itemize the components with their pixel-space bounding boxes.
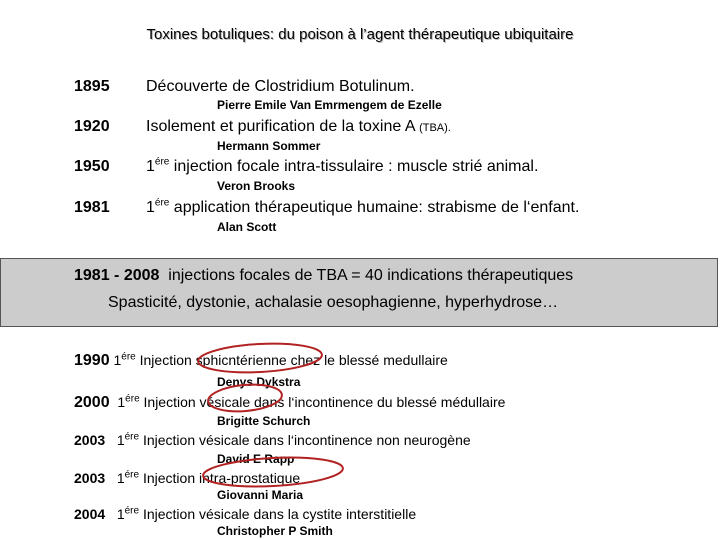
timeline-text: Injection vésicale dans l‘incontinence non neurogène — [142, 432, 471, 448]
timeline-person: Denys Dykstra — [217, 375, 301, 389]
ordinal-number: 1 — [146, 158, 155, 175]
timeline-person: Giovanni Maria — [217, 488, 304, 502]
timeline-entry — [74, 352, 448, 370]
timeline-entry — [74, 394, 505, 412]
timeline-year: 2000 — [74, 394, 110, 411]
timeline-year: 1920 — [74, 118, 110, 135]
timeline-entry — [146, 118, 451, 136]
highlight-line-2: Spasticité, dystonie, achalasie oesophagienne, hyperhydrose… — [108, 294, 559, 311]
timeline-year: 2003 — [74, 470, 106, 486]
timeline-person: David E Rapp — [217, 452, 295, 466]
ordinal-superscript: ére — [121, 351, 136, 363]
timeline-entry — [146, 158, 538, 176]
timeline-year: 2004 — [74, 506, 106, 522]
timeline-entry — [74, 506, 416, 522]
ordinal-superscript: ére — [154, 156, 170, 168]
timeline-text: Découverte de Clostridium Botulinum. — [146, 78, 415, 95]
timeline-person: Alan Scott — [217, 220, 277, 234]
ordinal-number: 1 — [116, 506, 125, 522]
slide-title: Toxines botuliques: du poison à l’agent thérapeutique ubiquitaire — [146, 26, 574, 43]
timeline-entry — [74, 432, 471, 448]
ordinal-number: 1 — [117, 394, 126, 410]
timeline-entry — [146, 199, 579, 217]
ordinal-number: 1 — [146, 199, 155, 216]
timeline-text: Injection vésicale dans l‘incontinence du blessé médullaire — [143, 394, 506, 410]
timeline-text: Injection intra-prostatique — [142, 470, 301, 486]
timeline-note: (TBA). — [419, 122, 451, 134]
ordinal-superscript: ére — [124, 505, 140, 517]
ordinal-superscript: ére — [124, 469, 140, 481]
timeline-year: 1895 — [74, 78, 110, 95]
ordinal-number: 1 — [116, 470, 125, 486]
timeline-person: Hermann Sommer — [217, 139, 321, 153]
timeline-year: 1981 — [74, 199, 110, 216]
highlight-line-1 — [74, 267, 573, 285]
timeline-person: Brigitte Schurch — [217, 414, 311, 428]
timeline-text: application thérapeutique humaine: strabisme de l‘enfant. — [169, 199, 580, 216]
timeline-entry — [74, 470, 300, 486]
timeline-person: Christopher P Smith — [217, 524, 333, 538]
ordinal-superscript: ére — [154, 197, 170, 209]
ordinal-number: 1 — [116, 432, 125, 448]
ordinal-superscript: ére — [124, 431, 140, 443]
timeline-text: injection focale intra-tissulaire : muscle strié animal. — [169, 158, 539, 175]
highlight-years: 1981 - 2008 — [74, 267, 160, 284]
timeline-text: Injection sphicntérienne chez le blessé medullaire — [139, 352, 448, 368]
timeline-year: 1990 — [74, 352, 110, 369]
timeline-person: Veron Brooks — [217, 179, 296, 193]
highlight-text: injections focales de TBA = 40 indications thérapeutiques — [168, 267, 574, 284]
timeline-year: 2003 — [74, 432, 106, 448]
timeline-year: 1950 — [74, 158, 110, 175]
timeline-person: Pierre Emile Van Emrmengem de Ezelle — [217, 98, 442, 112]
ordinal-number: 1 — [113, 352, 122, 368]
ordinal-superscript: ére — [125, 393, 140, 405]
timeline-text: Injection vésicale dans la cystite interstitielle — [142, 506, 417, 522]
timeline-text: Isolement et purification de la toxine A — [146, 118, 415, 135]
